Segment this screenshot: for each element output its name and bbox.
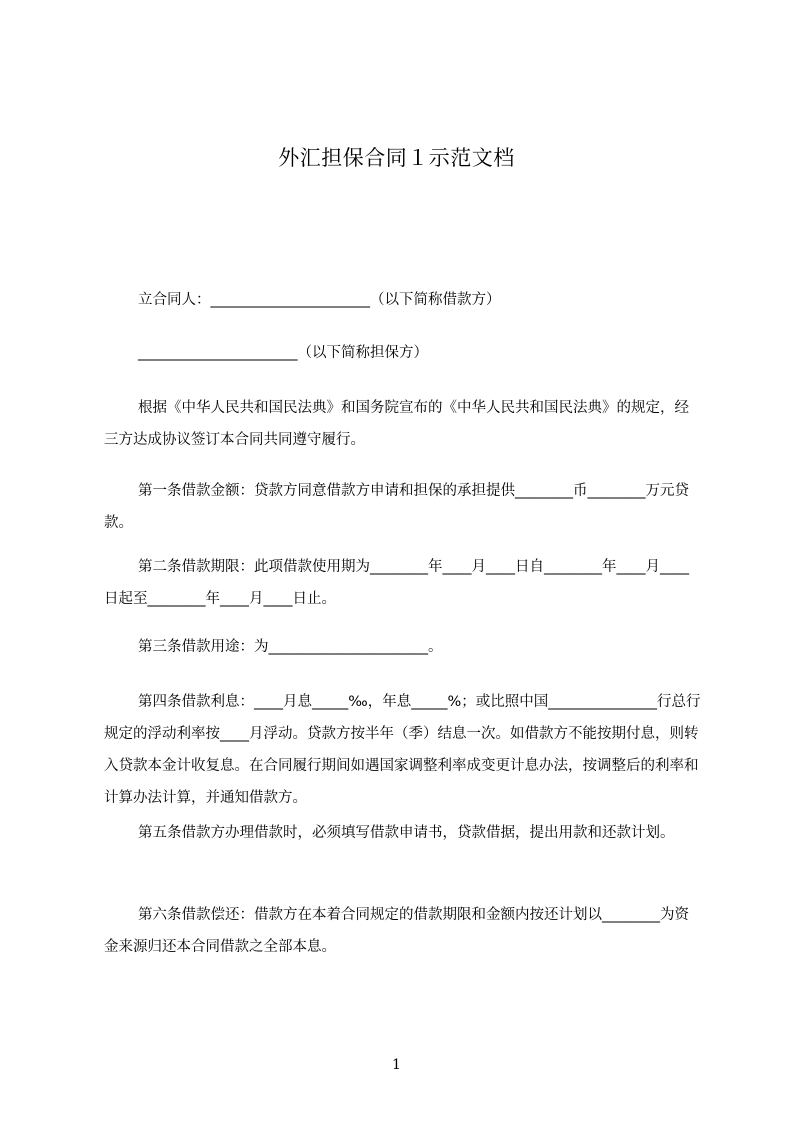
page-number: 1	[392, 1057, 401, 1073]
preamble-paragraph: 根据《中华人民共和国民法典》和国务院宣布的《中华人民共和国民法典》的规定，经三方达成协议签订本合同共同遵守履行。	[104, 400, 689, 448]
article-4-paragraph: 第四条借款利息：____月息_____‰，年息_____%；或比照中国_______________行总行规定的浮动利率按____月浮动。贷款方按半年（季）结息一次。如借款方不能按期付息，则转入贷款本金计收复息。在合同履行期间如遇国家调整利率成变更计息办法，按调整后的利率和计算办法计算，并通知借款方。	[104, 694, 701, 806]
borrower-party-line: 立合同人：______________________（以下简称借款方）	[138, 292, 501, 308]
article-5-paragraph: 第五条借款方办理借款时，必须填写借款申请书，贷款借据，提出用款和还款计划。	[138, 825, 675, 841]
article-1-paragraph: 第一条借款金额：贷款方同意借款方申请和担保的承担提供________币________万元贷款。	[104, 483, 689, 531]
article-3-paragraph: 第三条借款用途：为______________________。	[138, 639, 443, 655]
article-2-paragraph: 第二条借款期限：此项借款使用期为________年____月____日自________年____月____日起至________年____月____日止。	[104, 559, 689, 607]
guarantor-party-line: ______________________（以下简称担保方）	[138, 345, 428, 361]
document-title: 外汇担保合同１示范文档	[278, 146, 515, 170]
article-6-paragraph: 第六条借款偿还：借款方在本着合同规定的借款期限和金额内按还计划以________为资金来源归还本合同借款之全部本息。	[104, 907, 689, 955]
